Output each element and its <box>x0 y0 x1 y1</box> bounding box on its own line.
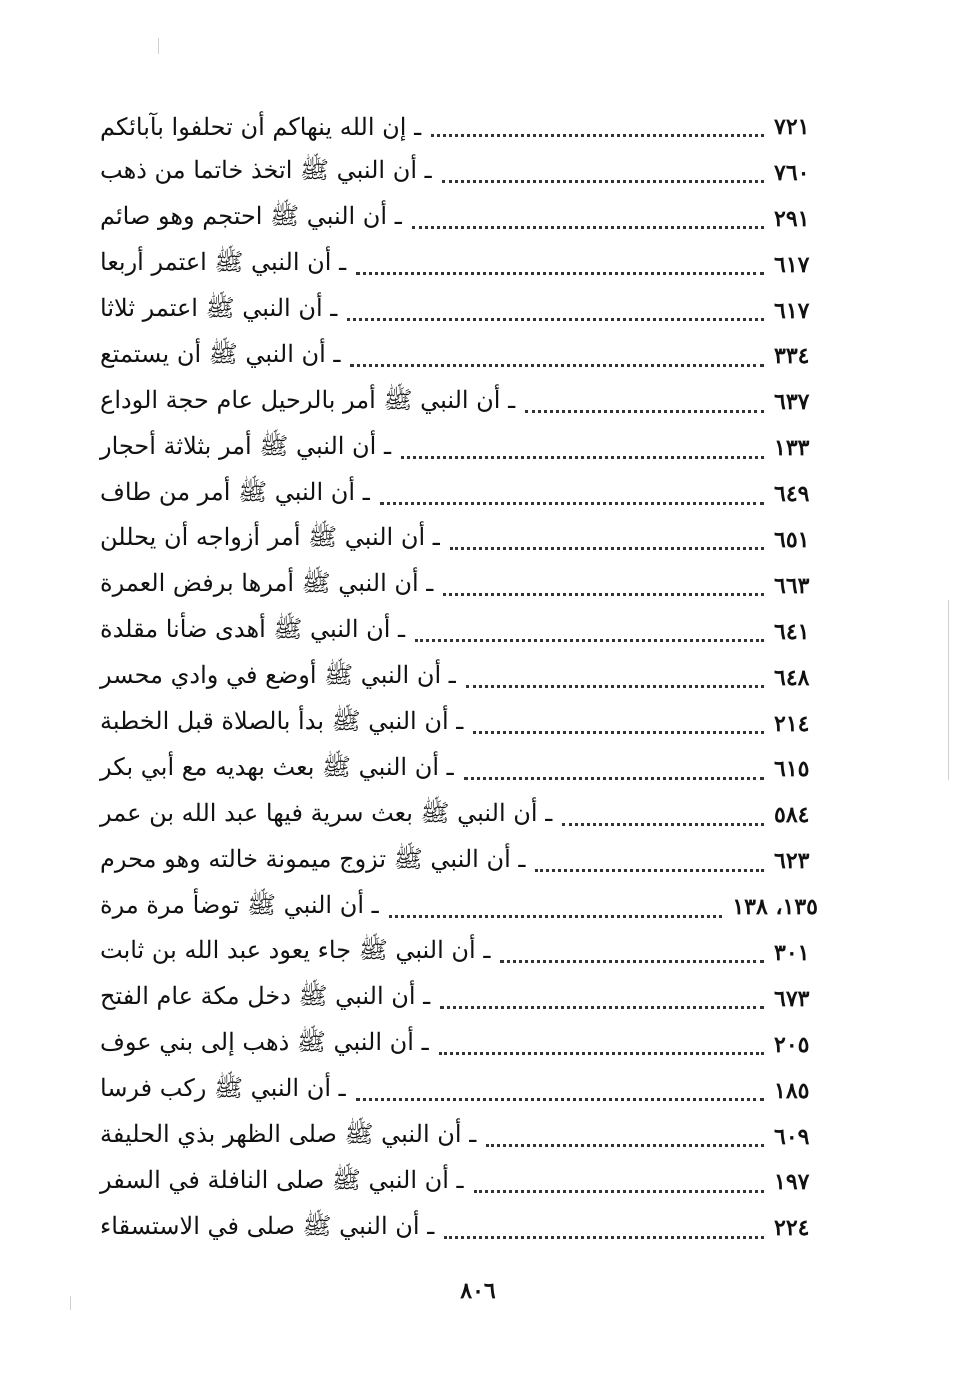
entry-page-reference: ٣٠١ <box>774 939 810 966</box>
dot-leader <box>444 1226 764 1239</box>
index-entry <box>100 1022 818 1068</box>
dot-leader <box>431 124 764 137</box>
entry-page-reference: ٦٧٣ <box>774 985 810 1012</box>
index-entry <box>100 701 818 747</box>
dot-leader <box>347 308 764 321</box>
entry-page-reference: ٦٥١ <box>774 526 810 553</box>
entry-text: ـ أن النبي ﷺ احتجم وهو صائم <box>100 202 402 231</box>
entry-text: ـ أن النبي ﷺ اعتمر أربعا <box>100 248 347 277</box>
index-entry <box>100 425 818 471</box>
entry-text: ـ أن النبي ﷺ اتخذ خاتما من ذهب <box>100 156 432 185</box>
entry-page-reference: ٦٢٣ <box>774 848 810 875</box>
entry-page-reference: ٦٤٩ <box>774 481 810 508</box>
dot-leader <box>440 996 764 1009</box>
hadith-index-list <box>100 104 818 1251</box>
index-entry <box>100 517 818 563</box>
entry-page-reference: ٣٣٤ <box>774 343 810 370</box>
entry-text: ـ أن النبي ﷺ أن يستمتع <box>100 339 341 368</box>
dot-leader <box>473 721 764 734</box>
dot-leader <box>380 492 764 505</box>
entry-text: ـ أن النبي ﷺ أمر بثلاثة أحجار <box>100 431 392 460</box>
dot-leader <box>562 813 764 826</box>
index-entry <box>100 288 818 334</box>
entry-page-reference: ٦١٧ <box>774 297 810 324</box>
entry-page-reference: ١٩٧ <box>774 1169 810 1196</box>
index-entry <box>100 196 818 242</box>
dot-leader <box>486 1134 764 1147</box>
entry-text: ـ أن النبي ﷺ بدأ بالصلاة قبل الخطبة <box>100 707 464 736</box>
entry-text: ـ أن النبي ﷺ صلى الظهر بذي الحليفة <box>100 1120 477 1149</box>
scan-mark-top <box>158 38 159 54</box>
entry-page-reference: ٦١٧ <box>774 251 810 278</box>
entry-page-reference: ٢٠٥ <box>774 1031 810 1058</box>
index-entry <box>100 976 818 1022</box>
index-entry <box>100 746 818 792</box>
entry-page-reference: ٦٦٣ <box>774 572 810 599</box>
entry-text: ـ أن النبي ﷺ ركب فرسا <box>100 1074 346 1103</box>
dot-leader <box>450 537 764 550</box>
dot-leader <box>442 170 764 183</box>
entry-page-reference: ٦٣٧ <box>774 389 810 416</box>
index-entry <box>100 563 818 609</box>
entry-page-reference: ٦١٥ <box>774 756 810 783</box>
index-entry <box>100 1205 818 1251</box>
entry-text: ـ أن النبي ﷺ توضأ مرة مرة <box>100 890 379 919</box>
dot-leader <box>535 859 764 872</box>
entry-text: ـ أن النبي ﷺ أوضع في وادي محسر <box>100 661 456 690</box>
entry-text: ـ أن النبي ﷺ ذهب إلى بني عوف <box>100 1028 429 1057</box>
entry-page-reference: ١٣٥، ١٣٨ <box>732 894 818 921</box>
index-entry <box>100 1159 818 1205</box>
entry-page-reference: ٧٦٠ <box>774 159 810 186</box>
entry-text: ـ أن النبي ﷺ أمر من طاف <box>100 477 370 506</box>
index-entry <box>100 379 818 425</box>
entry-page-reference: ١٨٥ <box>774 1077 810 1104</box>
entry-text: ـ أن النبي ﷺ أهدى ضأنا مقلدة <box>100 615 406 644</box>
index-entry <box>100 150 818 196</box>
entry-page-reference: ٢١٤ <box>774 710 810 737</box>
entry-text: ـ أن النبي ﷺ صلى النافلة في السفر <box>100 1165 464 1194</box>
entry-text: ـ أن النبي ﷺ أمر بالرحيل عام حجة الوداع <box>100 385 516 414</box>
dot-leader <box>464 767 764 780</box>
index-entry <box>100 655 818 701</box>
entry-text: ـ أن النبي ﷺ اعتمر ثلاثا <box>100 294 338 322</box>
entry-page-reference: ٦٠٩ <box>774 1123 810 1150</box>
index-entry <box>100 104 818 150</box>
entry-page-reference: ٦٤٨ <box>774 664 810 691</box>
entry-text: ـ أن النبي ﷺ صلى في الاستسقاء <box>100 1211 435 1240</box>
entry-page-reference: ٦٤١ <box>774 618 810 645</box>
dot-leader <box>466 675 764 688</box>
page-number: ٨٠٦ <box>460 1278 496 1304</box>
index-entry <box>100 792 818 838</box>
index-entry <box>100 884 818 930</box>
entry-page-reference: ٢٩١ <box>774 205 810 232</box>
entry-text: ـ أن النبي ﷺ أمرها برفض العمرة <box>100 569 434 598</box>
entry-text: ـ أن النبي ﷺ جاء يعود عبد الله بن ثابت <box>100 936 491 965</box>
entry-page-reference: ١٣٣ <box>774 435 810 462</box>
entry-text: ـ أن النبي ﷺ بعث بهديه مع أبي بكر <box>100 752 454 781</box>
entry-text: ـ أن النبي ﷺ دخل مكة عام الفتح <box>100 982 431 1011</box>
entry-text: ـ أن النبي ﷺ بعث سرية فيها عبد الله بن عمر <box>100 798 553 827</box>
entry-text: ـ أن النبي ﷺ أمر أزواجه أن يحللن <box>100 523 440 552</box>
dot-leader <box>356 262 764 275</box>
entry-text: ـ إن الله ينهاكم أن تحلفوا بآبائكم <box>100 112 422 141</box>
index-entry <box>100 242 818 288</box>
index-entry <box>100 471 818 517</box>
entry-page-reference: ٧٢١ <box>774 113 810 140</box>
dot-leader <box>500 950 764 963</box>
index-entry <box>100 609 818 655</box>
index-entry <box>100 838 818 884</box>
dot-leader <box>474 1180 764 1193</box>
entry-page-reference: ٢٢٤ <box>774 1215 810 1242</box>
dot-leader <box>389 905 723 918</box>
dot-leader <box>525 400 764 413</box>
index-entry <box>100 930 818 976</box>
dot-leader <box>439 1042 764 1055</box>
index-entry <box>100 1068 818 1114</box>
scan-mark-right <box>948 600 949 780</box>
dot-leader <box>401 446 764 459</box>
dot-leader <box>443 583 764 596</box>
index-entry <box>100 1114 818 1160</box>
dot-leader <box>350 354 764 367</box>
dot-leader <box>356 1088 764 1101</box>
entry-text: ـ أن النبي ﷺ تزوج ميمونة خالته وهو محرم <box>100 844 526 873</box>
entry-page-reference: ٥٨٤ <box>774 802 810 829</box>
dot-leader <box>415 629 764 642</box>
index-entry <box>100 333 818 379</box>
dot-leader <box>412 216 764 229</box>
